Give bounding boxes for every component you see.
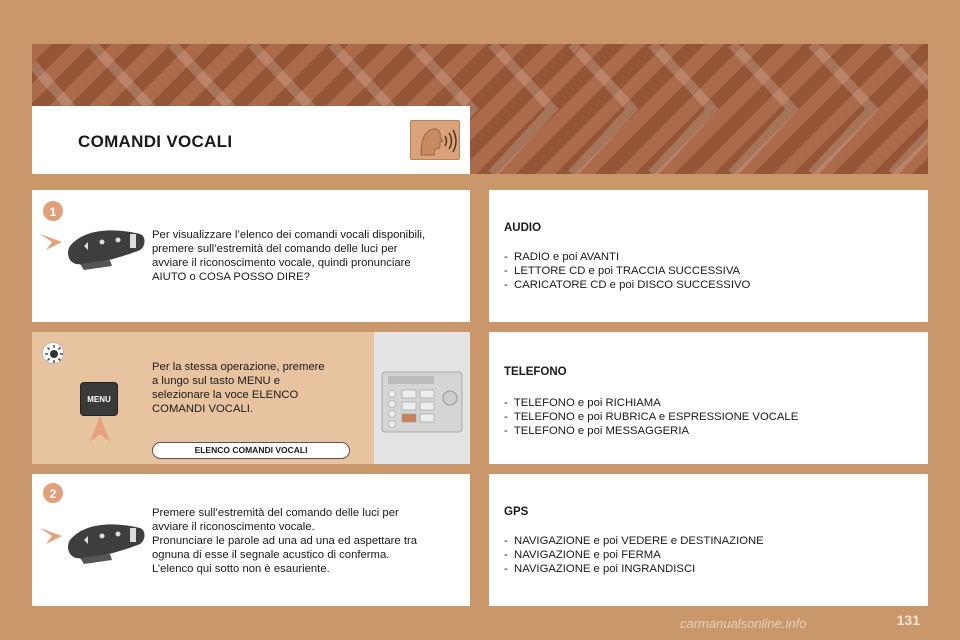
step-badge-1: 1 — [42, 200, 64, 222]
list-item: - RADIO e poi AVANTI — [504, 250, 750, 264]
step-badge-2: 2 — [42, 482, 64, 504]
list-item: - TELEFONO e poi MESSAGGERIA — [504, 424, 798, 438]
text-line: Per visualizzare l’elenco dei comandi vocali disponibili, — [152, 229, 426, 241]
gps-heading: GPS — [504, 506, 529, 518]
audio-command-list — [504, 250, 750, 292]
title-box — [32, 106, 470, 174]
pointer-arrow-icon — [40, 528, 62, 544]
text-line: Pronunciare le parole ad una ad una ed aspettare tra — [152, 535, 418, 547]
list-item: - CARICATORE CD e poi DISCO SUCCESSIVO — [504, 278, 750, 292]
text-line: avviare il riconoscimento vocale, quindi pronunciare — [152, 257, 411, 269]
text-line: selezionare la voce ELENCO — [152, 389, 299, 401]
text-line: Per la stessa operazione, premere — [152, 361, 325, 373]
text-line: ognuna di esse il segnale acustico di conferma. — [152, 549, 390, 561]
list-item: - NAVIGAZIONE e poi FERMA — [504, 548, 764, 562]
panel-step-1 — [32, 190, 470, 322]
panel-telefono — [489, 332, 928, 464]
list-item: - TELEFONO e poi RICHIAMA — [504, 396, 798, 410]
voice-speaking-icon — [410, 120, 460, 160]
light-stalk-icon — [40, 514, 150, 574]
light-stalk-icon — [40, 220, 150, 280]
lamp-icon — [42, 342, 64, 364]
page-number: 131 — [896, 612, 920, 628]
text-line: avviare il riconoscimento vocale. — [152, 521, 315, 533]
list-item: - LETTORE CD e poi TRACCIA SUCCESSIVA — [504, 264, 750, 278]
list-item: - TELEFONO e poi RUBRICA e ESPRESSIONE VOCALE — [504, 410, 798, 424]
pointer-arrow-icon — [40, 234, 62, 250]
pointer-arrow-icon — [88, 416, 112, 442]
elenco-comandi-vocali-pill: ELENCO COMANDI VOCALI — [152, 442, 350, 459]
text-line: a lungo sul tasto MENU e — [152, 375, 281, 387]
text-line: AIUTO o COSA POSSO DIRE? — [152, 271, 310, 283]
step-1-text — [152, 228, 425, 284]
panel-step-2 — [32, 474, 470, 606]
menu-key — [80, 382, 118, 416]
text-line: COMANDI VOCALI. — [152, 403, 254, 415]
text-line: Premere sull’estremità del comando delle luci per — [152, 507, 399, 519]
panel-audio — [489, 190, 928, 322]
step-2-text — [152, 506, 417, 576]
panel-gps — [489, 474, 928, 606]
audio-heading: AUDIO — [504, 222, 542, 234]
list-item: - NAVIGAZIONE e poi VEDERE e DESTINAZIONE — [504, 534, 764, 548]
menu-key-label: MENU — [87, 395, 111, 404]
panel-menu-alternative — [32, 332, 470, 464]
radio-unit-image — [374, 332, 470, 464]
gps-command-list — [504, 534, 764, 576]
watermark: carmanualsonline.info — [680, 616, 807, 631]
step-menu-text — [152, 360, 325, 416]
text-line: L’elenco qui sotto non è esauriente. — [152, 563, 330, 575]
text-line: premere sull’estremità del comando delle luci per — [152, 243, 398, 255]
telefono-command-list — [504, 396, 798, 438]
list-item: - NAVIGAZIONE e poi INGRANDISCI — [504, 562, 764, 576]
page-title: COMANDI VOCALI — [78, 132, 233, 151]
telefono-heading: TELEFONO — [504, 366, 567, 378]
